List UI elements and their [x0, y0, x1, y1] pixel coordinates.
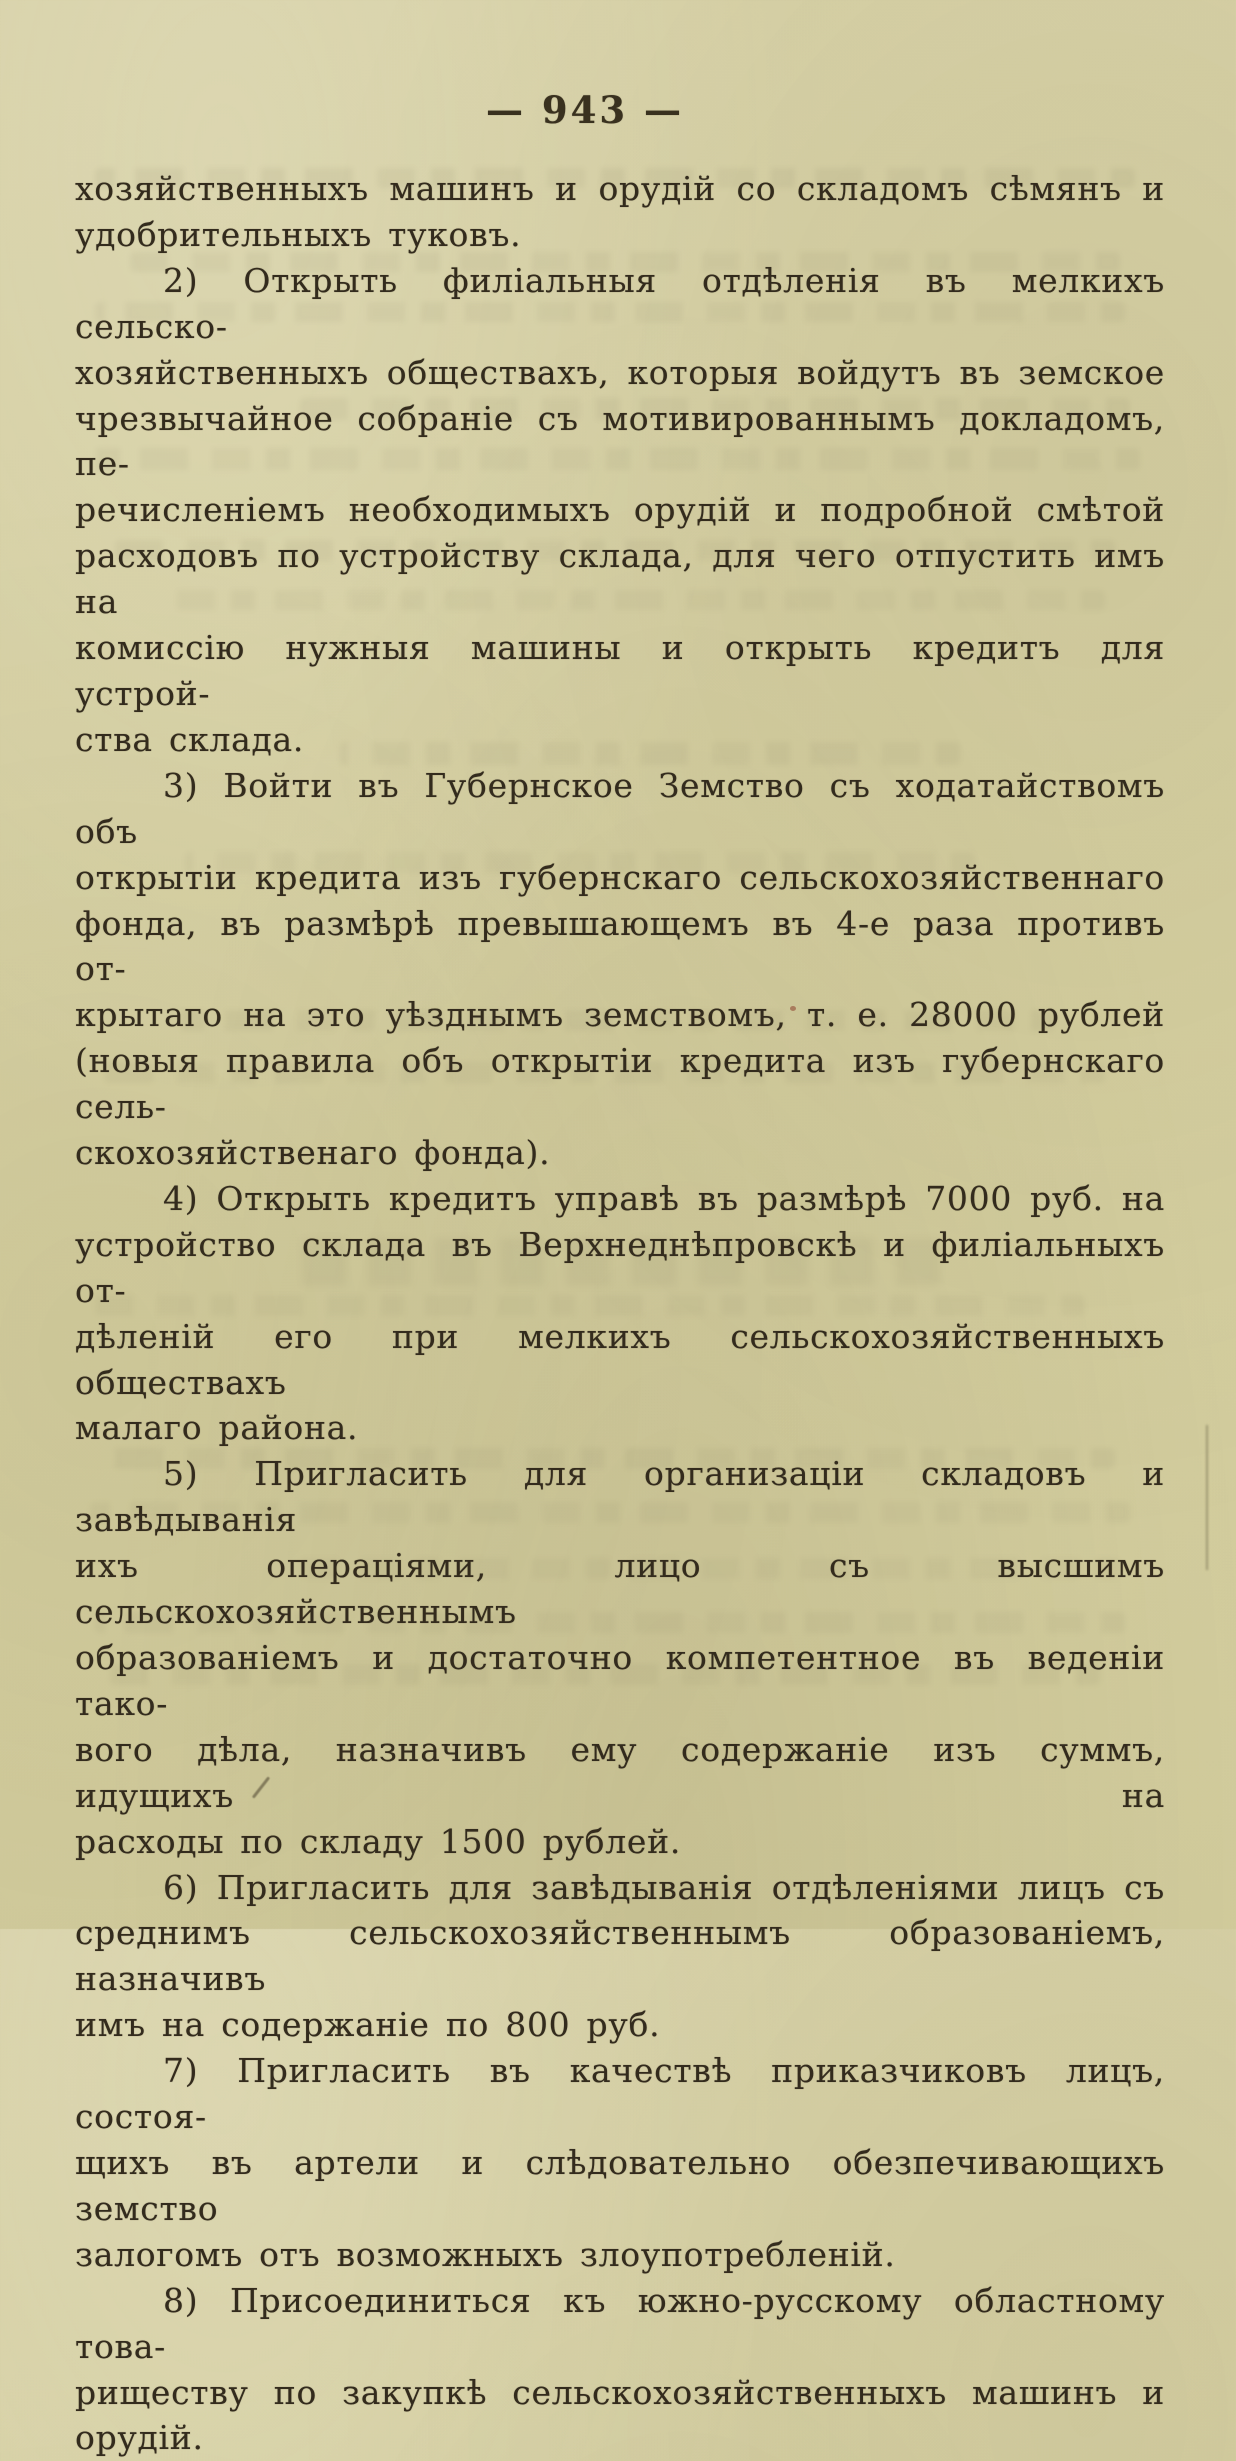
- text-line: устройство склада въ Верхнеднѣпровскѣ и филіальныхъ от-: [75, 1224, 1165, 1310]
- text-line: фонда, въ размѣрѣ превышающемъ въ 4-е раза противъ от-: [75, 903, 1165, 989]
- text-line: (новыя правила объ открытіи кредита изъ губернскаго сель-: [75, 1041, 1165, 1127]
- text-line: ихъ операціями, лицо съ высшимъ сельскохозяйственнымъ: [75, 1546, 1165, 1632]
- paragraph: [75, 1865, 1165, 2049]
- text-line: 5) Пригласить для организаціи складовъ и завѣдыванія: [75, 1454, 1165, 1540]
- text-line: 6) Пригласить для завѣдыванія отдѣленіями лицъ съ: [163, 1867, 1165, 1907]
- text-line: удобрительныхъ туковъ.: [75, 214, 522, 254]
- paragraph: [75, 2278, 1165, 2461]
- page-crease: [1206, 1425, 1208, 1570]
- text-line: открытіи кредита изъ губернскаго сельскохозяйственнаго: [75, 857, 1165, 897]
- text-line: комиссію нужныя машины и открыть кредитъ для устрой-: [75, 628, 1165, 713]
- text-line: вого дѣла, назначивъ ему содержаніе изъ суммъ, идущихъ на: [75, 1729, 1165, 1815]
- text-line: образованіемъ и достаточно компетентное въ веденіи тако-: [75, 1638, 1165, 1723]
- text-line: чрезвычайное собраніе съ мотивированнымъ докладомъ, пе-: [75, 398, 1165, 484]
- text-line: щихъ въ артели и слѣдовательно обезпечивающихъ земство: [75, 2142, 1165, 2228]
- text-line: 7) Пригласить въ качествѣ приказчиковъ лицъ, состоя-: [75, 2051, 1165, 2137]
- text-line: расходовъ по устройству склада, для чего отпустить имъ на: [75, 536, 1165, 622]
- text-line: имъ на содержаніе по 800 руб.: [75, 2005, 661, 2045]
- text-line: крытаго на это уѣзднымъ земствомъ, т. е. 28000 рублей: [75, 995, 1165, 1035]
- body-text: [75, 166, 1165, 2461]
- text-line: расходы по складу 1500 рублей.: [75, 1821, 682, 1861]
- text-line: орудій.: [75, 2418, 204, 2458]
- text-line: залогомъ отъ возможныхъ злоупотребленій.: [75, 2234, 896, 2274]
- text-line: хозяйственныхъ обществахъ, которыя войдутъ въ земское: [75, 352, 1165, 392]
- text-line: речисленіемъ необходимыхъ орудій и подробной смѣтой: [75, 490, 1165, 530]
- text-line: 2) Открыть филіальныя отдѣленія въ мелкихъ сельско-: [75, 260, 1165, 346]
- text-line: хозяйственныхъ машинъ и орудій со складомъ сѣмянъ и: [75, 169, 1165, 208]
- text-line: 8) Присоединиться къ южно-русскому областному това-: [75, 2280, 1165, 2366]
- paragraph: [75, 763, 1165, 1176]
- paragraph: [75, 258, 1165, 763]
- paragraph: [75, 1451, 1165, 1864]
- paragraph: [75, 1176, 1165, 1451]
- text-line: скохозяйственаго фонда).: [75, 1133, 551, 1173]
- text-line: малаго района.: [75, 1408, 359, 1448]
- text-line: риществу по закупкѣ сельскохозяйственныхъ машинъ и: [75, 2372, 1165, 2412]
- paragraph: [75, 2048, 1165, 2278]
- text-line: 4) Открыть кредитъ управѣ въ размѣрѣ 7000 руб. на: [163, 1178, 1165, 1218]
- text-line: среднимъ сельскохозяйственнымъ образованіемъ, назначивъ: [75, 1913, 1165, 1999]
- text-line: ства склада.: [75, 719, 305, 759]
- text-line: дѣленій его при мелкихъ сельскохозяйственныхъ обществахъ: [75, 1316, 1165, 1402]
- page-number: — 943 —: [486, 88, 684, 132]
- paragraph: [75, 166, 1165, 258]
- text-line: 3) Войти въ Губернское Земство съ ходатайствомъ объ: [75, 765, 1165, 851]
